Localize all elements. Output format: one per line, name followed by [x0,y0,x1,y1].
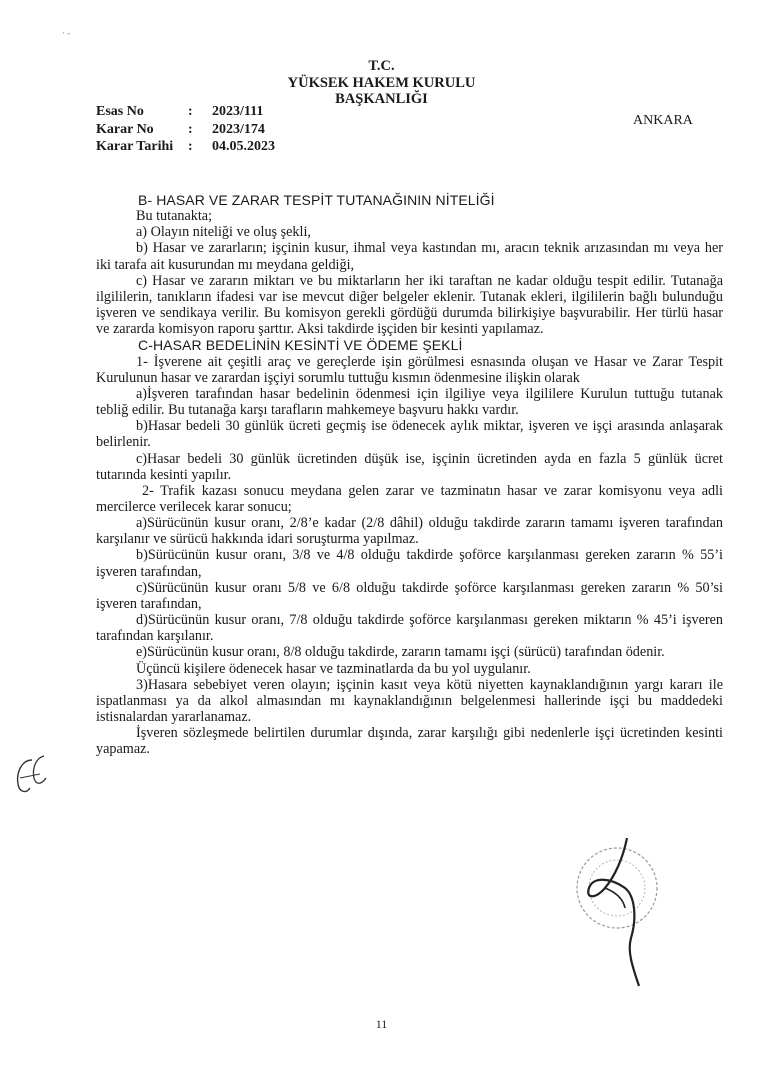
paragraph: İşveren sözleşmede belirtilen durumlar dışında, zarar karşılığı gibi nedenlerle işçi ücretinden kesinti yapamaz. [96,725,723,758]
karar-row [96,121,275,139]
section-heading: C-HASAR BEDELİNİN KESİNTİ VE ÖDEME ŞEKLİ [138,337,463,354]
paragraph: b) Hasar ve zararların; işçinin kusur, ihmal veya kastından mı, aracın teknik arızasından mı veya her iki tarafa ait kusurundan mı meydana geldiği, [96,240,723,273]
karar-label: Karar No [96,121,154,137]
esas-row [96,103,275,121]
paragraph: Üçüncü kişilere ödenecek hasar ve tazminatlarda da bu yol uygulanır. [136,660,531,677]
handwritten-initials [10,752,52,802]
esas-label: Esas No [96,104,144,119]
paragraph: c) Hasar ve zararın miktarı ve bu miktarların her iki taraftan ne kadar olduğu tespit edilir. Tutanağa ilgililerin, tanıkların ifadesi var ise mevcut diğer belgeler eklenir. Tutanak ekleri, ilgililerin bağlı bulunduğu işveren ve sendikaya verilir. Bu komisyon gerekli gördüğü durumda bilirkişiye başvurabilir. Her türlü hasar ve zararda komisyon raporu şarttır. Aksi takdirde işçiden bir kesinti yapılamaz. [96,272,723,338]
paragraph: a)Sürücünün kusur oranı, 2/8’e kadar (2/8 dâhil) olduğu takdirde zararın tamamı işveren tarafından karşılanır ve sürücü hakkında idari soruşturma yapılmaz. [96,515,723,548]
paragraph: a) Olayın niteliği ve oluş şekli, [136,224,311,241]
tarih-value: 04.05.2023 [212,139,275,154]
section-heading: B- HASAR VE ZARAR TESPİT TUTANAĞININ NİTELİĞİ [138,192,495,208]
paragraph: b)Hasar bedeli 30 günlük ücreti geçmiş ise ödenecek aylık miktar, işveren ve işçi arasında anlaşarak belirlenir. [96,418,723,451]
karar-colon: : [188,121,193,137]
scan-mark: · - [62,28,71,38]
paragraph: d)Sürücünün kusur oranı, 7/8 olduğu takdirde şoförce karşılanması gereken miktarın % 45’i işveren tarafından karşılanır. [96,612,723,645]
city: ANKARA [633,113,693,128]
esas-value: 2023/111 [212,104,264,119]
paragraph: c)Hasar bedeli 30 günlük ücretinden düşük ise, işçinin ücretinden ayda en fazla 5 günlük ücret tutarında kesinti yapılır. [96,450,723,483]
letterhead-line-presidency: BAŞKANLIĞI [335,91,428,107]
tarih-label: Karar Tarihi [96,139,174,154]
tarih-colon: : [188,139,193,154]
paragraph: 3)Hasara sebebiyet veren olayın; işçinin kasıt veya kötü niyetten kaynaklandığının yargı kararı ile ispatlanması ya da alkol almasından mı kaynaklandığının belgelenmesi hallerinde işçi bu maddedeki istisnalardan yararlanamaz. [96,676,723,725]
tarih-row [96,138,275,156]
letterhead [0,58,763,108]
paragraph: 1- İşverene ait çeşitli araç ve gereçlerde işin görülmesi esnasında oluşan ve Hasar ve Zarar Tespit Kurulunun hasar ve zarardan işçiyi sorumlu tuttuğu kısmın ödenmesine ilişkin olarak [96,353,723,386]
esas-colon: : [188,104,193,119]
paragraph: b)Sürücünün kusur oranı, 3/8 ve 4/8 olduğu takdirde şoförce karşılanması gereken zararın % 55’i işveren tarafından, [96,547,723,580]
paragraph: e)Sürücünün kusur oranı, 8/8 olduğu takdirde, zararın tamamı işçi (sürücü) tarafından ödenir. [136,644,665,661]
paragraph: 2- Trafik kazası sonucu meydana gelen zarar ve tazminatın hasar ve zarar komisyonu veya adli mercilerce verilecek karar sonucu; [96,482,723,515]
letterhead-line-tc: T.C. [368,58,395,74]
case-metadata [96,103,275,156]
karar-value: 2023/174 [212,121,265,137]
paragraph: Bu tutanakta; [136,208,213,225]
letterhead-line-institution: YÜKSEK HAKEM KURULU [287,74,476,91]
paragraph: c)Sürücünün kusur oranı 5/8 ve 6/8 olduğu takdirde şoförce karşılanması gereken zararın % 50’si işveren tarafından, [96,579,723,612]
paragraph: a)İşveren tarafından hasar bedelinin ödenmesi için ilgiliye veya ilgililere Kurulun tuttuğu tutanak tebliğ edilir. Bu tutanağa karşı tarafların mahkemeye başvuru hakkı vardır. [96,385,723,419]
page-number: 11 [375,1017,388,1031]
official-stamp-with-signature [545,838,675,988]
document-body [96,192,723,757]
